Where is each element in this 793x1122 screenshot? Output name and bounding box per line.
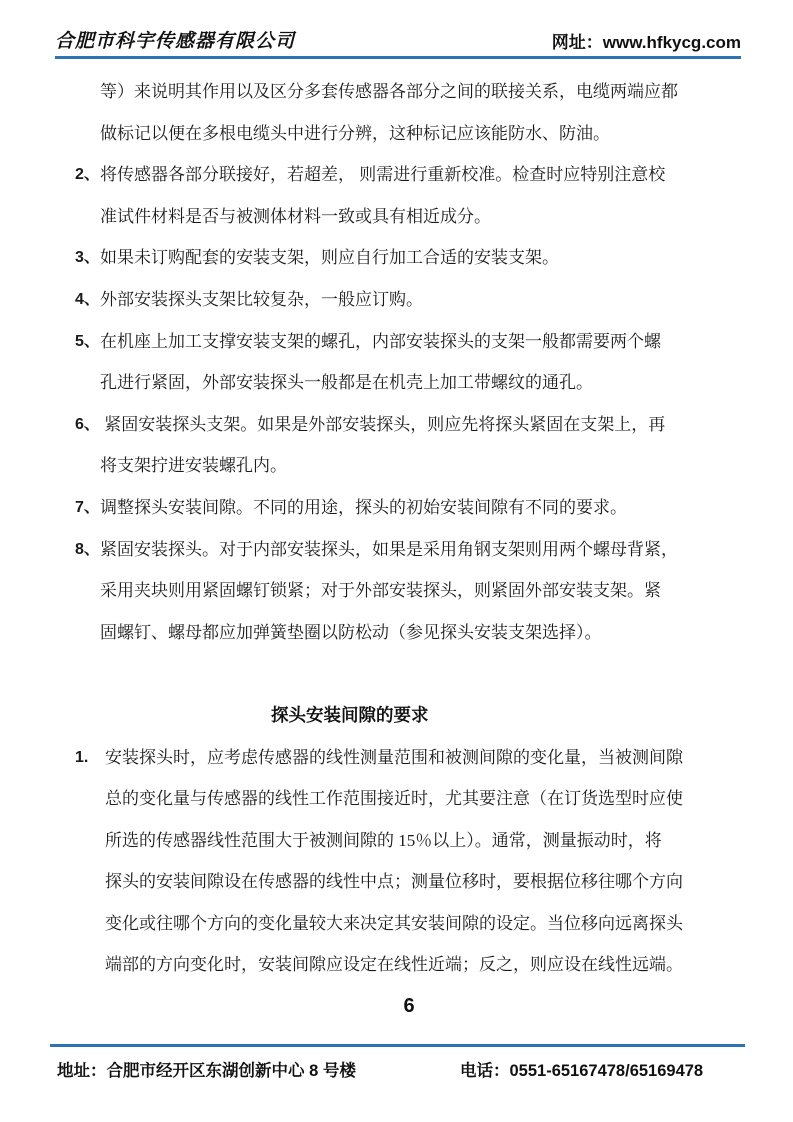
item-number: 6、 — [75, 415, 100, 433]
text-line: 孔进行紧固，外部安装探头一般都是在机壳上加工带螺纹的通孔。 — [100, 373, 593, 393]
text-line: 等）来说明其作用以及区分多套传感器各部分之间的联接关系，电缆两端应都 — [100, 82, 678, 101]
text-line: 外部安装探头支架比较复杂，一般应订购。 — [100, 289, 423, 309]
page-footer — [57, 1056, 745, 1086]
text-line: 调整探头安装间隙。不同的用途，探头的初始安装间隙有不同的要求。 — [100, 497, 627, 517]
text-line: 固螺钉、螺母都应加弹簧垫圈以防松动（参见探头安装支架选择）。 — [100, 622, 602, 642]
item-number: 4、 — [75, 290, 100, 308]
text-line: 探头的安装间隙设在传感器的线性中点；测量位移时，要根据位移往哪个方向 — [105, 872, 683, 892]
list-item — [75, 529, 743, 654]
item-text — [100, 404, 743, 487]
blank-line — [75, 653, 743, 695]
item-text — [105, 737, 743, 987]
list-item — [75, 404, 743, 487]
address — [57, 1056, 356, 1086]
list-item — [75, 237, 743, 279]
item-text — [100, 321, 743, 404]
address-value: 合肥市经开区东湖创新中心 8 号楼 — [106, 1062, 356, 1080]
section-list — [75, 737, 743, 987]
item-text — [100, 279, 743, 321]
list-item — [75, 279, 743, 321]
text-line: 总的变化量与传感器的线性工作范围接近时，尤其要注意（在订货选型时应使 — [105, 789, 683, 809]
item-number: 3、 — [75, 249, 100, 267]
list-item — [75, 737, 743, 987]
text-line: 做标记以便在多根电缆头中进行分辨，这种标记应该能防水、防油。 — [100, 123, 610, 143]
footer-divider — [50, 1044, 745, 1047]
item-text — [100, 237, 743, 279]
intro-paragraph — [100, 71, 743, 154]
page-header — [55, 26, 741, 59]
phone — [460, 1056, 703, 1086]
item-number: 8、 — [75, 540, 100, 558]
list-item — [75, 321, 743, 404]
document-body — [75, 71, 743, 1028]
numbered-list — [75, 154, 743, 653]
website-url: www.hfkycg.com — [602, 33, 741, 52]
text-line: 变化或往哪个方向的变化量较大来决定其安装间隙的设定。当位移向远离探头 — [105, 913, 683, 933]
text-line: 将传感器各部分联接好，若超差， 则需进行重新校准。检查时应特别注意校 — [100, 165, 666, 185]
text-line: 端部的方向变化时，安装间隙应设定在线性近端；反之，则应设在线性远端。 — [105, 955, 683, 975]
address-label: 地址： — [57, 1062, 107, 1080]
text-line: 如果未订购配套的安装支架，则应自行加工合适的安装支架。 — [100, 248, 559, 268]
text-line: 安装探头时，应考虑传感器的线性测量范围和被测间隙的变化量，当被测间隙 — [105, 747, 683, 767]
text-line: 采用夹块则用紧固螺钉锁紧；对于外部安装探头，则紧固外部安装支架。紧 — [100, 581, 661, 601]
list-item — [75, 487, 743, 529]
text-line: 紧固安装探头支架。如果是外部安装探头，则应先将探头紧固在支架上，再 — [100, 414, 666, 434]
company-name: 合肥市科宇传感器有限公司 — [55, 31, 296, 52]
phone-value: 0551-65167478/65169478 — [509, 1062, 704, 1080]
text-line: 将支架拧进安装螺孔内。 — [100, 456, 287, 476]
item-number: 7、 — [75, 498, 100, 516]
website — [552, 28, 741, 53]
website-label: 网址： — [551, 33, 603, 52]
item-text — [100, 529, 743, 654]
item-number: 1. — [75, 748, 89, 766]
item-number: 5、 — [75, 332, 100, 350]
item-number: 2、 — [75, 166, 100, 184]
text-line: 在机座上加工支撑安装支架的螺孔，内部安装探头的支架一般都需要两个螺 — [100, 331, 661, 351]
phone-label: 电话： — [460, 1062, 510, 1080]
list-item — [75, 154, 743, 237]
page-number: 6 — [403, 995, 415, 1018]
text-line: 准试件材料是否与被测体材料一致或具有相近成分。 — [100, 206, 491, 226]
text-line: 紧固安装探头。对于内部安装探头，如果是采用角钢支架则用两个螺母背紧， — [100, 539, 678, 559]
item-text — [100, 487, 743, 529]
text-line: 所选的传感器线性范围大于被测间隙的 15％以上）。通常，测量振动时，将 — [105, 830, 662, 850]
section-heading: 探头安装间隙的要求 — [271, 704, 429, 725]
item-text — [100, 154, 743, 237]
